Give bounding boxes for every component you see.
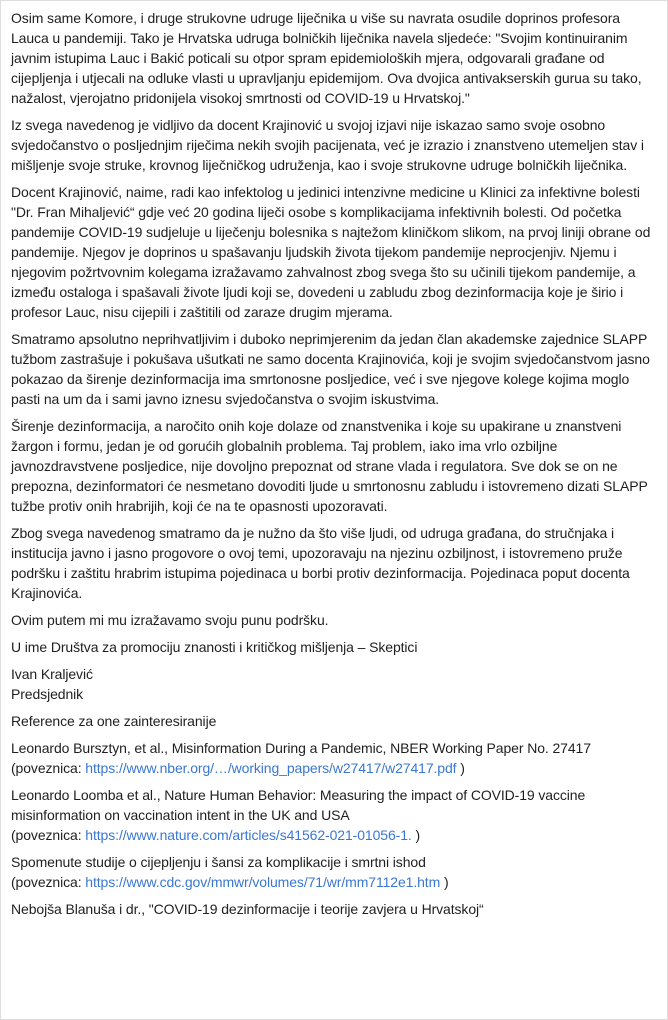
reference-link-suffix: )	[440, 874, 449, 890]
reference-item	[11, 899, 653, 919]
signature-block	[11, 664, 653, 704]
reference-link-prefix: (poveznica:	[11, 760, 86, 776]
reference-link-cdc[interactable]: https://www.cdc.gov/mmwr/volumes/71/wr/mm7112e1.htm	[85, 874, 441, 890]
signature-role: Predsjednik	[11, 686, 84, 702]
signature-name: Ivan Kraljević	[11, 666, 93, 682]
reference-link-prefix: (poveznica:	[11, 874, 86, 890]
reference-title: Nebojša Blanuša i dr., "COVID-19 dezinformacije i teorije zavjera u Hrvatskoj“	[11, 901, 484, 917]
reference-link-prefix: (poveznica:	[11, 827, 86, 843]
paragraph-docent-krajinovic-bio: Docent Krajinović, naime, radi kao infektolog u jedinici intenzivne medicine u Klinici za infektivne bolesti "Dr. Fran Mihaljević“ gdje već 20 godina liječi osobe s komplikacijama infektivnih bolesti. Od početka pandemije COVID-19 sudjeluje u liječenju bolesnika s najtežom kliničkom slikom, na prvoj liniji obrane od pandemije. Njegov je doprinos u spašavanju ljudskih života tijekom pandemije neprocjenjiv. Njemu i njegovim požrtvovnim kolegama izražavamo zahvalnost zbog svega što su učinili tijekom pandemije, a između ostaloga i spašavali živote ljudi koji se, dovedeni u zabludu zbog dezinformacija koje je širio i profesor Lauc, nisu cijepili i zaštitili od zaraze drugim mjerama.	[11, 184, 651, 320]
reference-link-line	[11, 825, 653, 845]
paragraph-zbog-svega-navedenog: Zbog svega navedenog smatramo da je nužno da što više ljudi, od udruga građana, do stručnjaka i institucija javno i jasno progovore o ovoj temi, upozoravaju na njezinu ozbiljnost, i istovremeno pruže podršku i zaštitu hrabrim istupima pojedinaca u borbi protiv dezinformacija. Pojedinaca poput docenta Krajinovića.	[11, 525, 630, 601]
reference-title: Spomenute studije o cijepljenju i šansi za komplikacije i smrtni ishod	[11, 854, 426, 870]
paragraph-iz-svega-navedenog: Iz svega navedenog je vidljivo da docent Krajinović u svojoj izjavi nije iskazao samo svoje osobno svjedočanstvo o posljednjim riječima nekih svojih pacijenata, već je izrazio i znanstveno utemeljen stav i mišljenje svoje struke, krovnog liječničkog udruženja, kao i svoje strukovne udruge bolničkih liječnika.	[11, 117, 644, 173]
reference-link-nature[interactable]: https://www.nature.com/articles/s41562-021-01056-1.	[85, 827, 412, 843]
reference-link-line	[11, 758, 653, 778]
paragraph-komora-statement: Osim same Komore, i druge strukovne udruge liječnika u više su navrata osudile doprinos profesora Lauca u pandemiji. Tako je Hrvatska udruga bolničkih liječnika navela sljedeće: "Svojim kontinuiranim javnim istupima Lauc i Bakić poticali su otpor spram epidemioloških mjera, odgovarali građane od cijepljenja i utjecali na odluke vlasti u upravljanju epidemijom. Ova dvojica antivakserskih gurua su tako, nažalost, vjerojatno pridonijela visokoj smrtnosti od COVID-19 u Hrvatskoj."	[11, 10, 642, 106]
reference-link-nber[interactable]: https://www.nber.org/…/working_papers/w27417/w27417.pdf	[85, 760, 457, 776]
paragraph-sirenje-dezinformacija: Širenje dezinformacija, a naročito onih koje dolaze od znanstvenika i koje su upakirane u znanstveni žargon i formu, jedan je od gorućih globalnih problema. Taj problem, iako ima vrlo ozbiljne javnozdravstvene posljedice, nije dovoljno prepoznat od strane vlada i regulatora. Sve dok se on ne prepozna, dezinformatori će nesmetano dovoditi ljude u smrtonosnu zabludu i istovremeno dizati SLAPP tužbe protiv onih hrabrijih, koji će na te opasnosti upozoravati.	[11, 418, 648, 514]
reference-title: Leonardo Loomba et al., Nature Human Behavior: Measuring the impact of COVID-19 vaccine misinformation on vaccination intent in the UK and USA	[11, 787, 586, 823]
reference-link-suffix: )	[411, 827, 421, 843]
reference-item	[11, 738, 653, 778]
paragraph-slapp-condemnation: Smatramo apsolutno neprihvatljivim i duboko neprimjerenim da jedan član akademske zajednice SLAPP tužbom zastrašuje i pokušava ušutkati ne samo docenta Krajinovića, koji je svojim svjedočanstvom jasno pokazao da širenje dezinformacija ima smrtonosne posljedice, već i sve njegove kolege kojima moglo pasti na um da i sami javno iznesu svjedočanstva o svojim iskustvima.	[11, 331, 650, 407]
reference-link-line	[11, 872, 653, 892]
reference-item	[11, 852, 653, 892]
reference-item	[11, 785, 653, 845]
paragraph-u-ime-drustva: U ime Društva za promociju znanosti i kritičkog mišljenja – Skeptici	[11, 639, 418, 655]
reference-link-suffix: )	[456, 760, 465, 776]
references-heading: Reference za one zainteresiranije	[11, 713, 217, 729]
paragraph-puna-podrska: Ovim putem mi mu izražavamo svoju punu podršku.	[11, 612, 329, 628]
reference-title: Leonardo Bursztyn, et al., Misinformation During a Pandemic, NBER Working Paper No. 27417	[11, 740, 591, 756]
